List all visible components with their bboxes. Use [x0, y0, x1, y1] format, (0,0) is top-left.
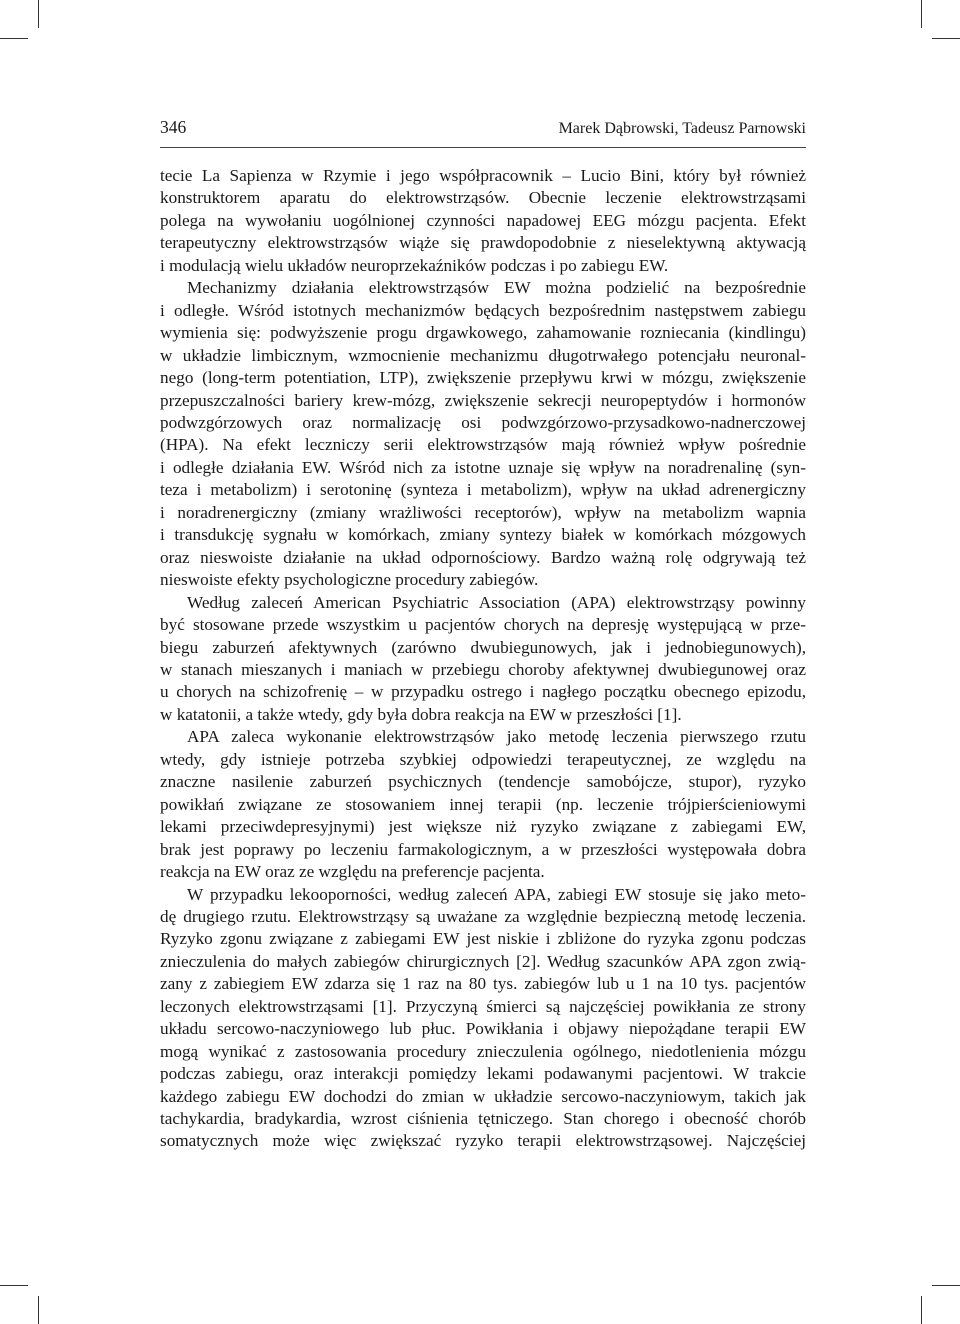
crop-mark-top-left-h: [0, 38, 28, 39]
text-line: konstruktorem aparatu do elektrowstrząsów. Obecnie leczenie elektrowstrząsami: [160, 188, 806, 208]
text-line: i odległe działania EW. Wśród nich za istotne uznaje się wpływ na noradrenalinę (syn-: [160, 457, 806, 477]
crop-mark-bottom-left-v: [38, 1296, 39, 1324]
crop-mark-top-left-v: [38, 0, 39, 28]
text-line: i transdukcję sygnału w komórkach, zmiany syntezy białek w komórkach mózgowych: [160, 525, 806, 545]
text-line: układu sercowo-naczyniowego lub płuc. Powikłania i objawy niepożądane terapii EW: [160, 1019, 806, 1039]
text-line: leczonych elektrowstrząsami [1]. Przyczyną śmierci są najczęściej powikłania ze strony: [160, 996, 806, 1016]
text-line: powikłań związane ze stosowaniem innej terapii (np. leczenie trójpierścieniowymi: [160, 794, 806, 814]
text-line: nieswoiste efekty psychologiczne procedury zabiegów.: [160, 570, 539, 590]
crop-mark-bottom-left-h: [0, 1285, 28, 1286]
text-line: podwzgórzowych oraz normalizację osi podwzgórzowo-przysadkowo-nadnerczowej: [160, 412, 806, 432]
text-line: dę drugiego rzutu. Elektrowstrząsy są uważane za względnie bezpieczną metodę leczenia.: [160, 906, 806, 926]
text-line: reakcja na EW oraz ze względu na preferencje pacjenta.: [160, 862, 545, 882]
text-line: znaczne nasilenie zaburzeń psychicznych (tendencje samobójcze, stupor), ryzyko: [160, 772, 806, 792]
text-line: w układzie limbicznym, wzmocnienie mechanizmu długotrwałego potencjału neuronal-: [160, 345, 806, 365]
running-head: Marek Dąbrowski, Tadeusz Parnowski: [558, 120, 806, 137]
text-line: W przypadku lekooporności, według zaleceń APA, zabiegi EW stosuje się jako meto-: [187, 884, 806, 904]
text-line: Mechanizmy działania elektrowstrząsów EW można podzielić na bezpośrednie: [187, 278, 806, 298]
text-line: w katatonii, a także wtedy, gdy była dobra reakcja na EW w przeszłości [1].: [160, 704, 682, 724]
text-line: terapeutyczny elektrowstrząsów wiąże się prawdopodobnie z nieselektywną aktywacją: [160, 233, 806, 253]
text-line: zany z zabiegiem EW zdarza się 1 raz na 80 tys. zabiegów lub u 1 na 10 tys. pacjentów: [160, 974, 806, 994]
crop-mark-bottom-right-v: [921, 1296, 922, 1324]
text-line: oraz nieswoiste działanie na układ odpornościowy. Bardzo ważną rolę odgrywają też: [160, 547, 806, 567]
text-line: nego (long-term potentiation, LTP), zwiększenie przepływu krwi w mózgu, zwiększenie: [160, 368, 806, 388]
text-line: somatycznych może więc zwiększać ryzyko terapii elektrowstrząsowej. Najczęściej: [160, 1131, 806, 1151]
text-line: (HPA). Na efekt leczniczy serii elektrowstrząsów mają również wpływ pośrednie: [160, 435, 806, 455]
text-line: w stanach mieszanych i maniach w przebiegu choroby afektywnej dwubiegunowej oraz: [160, 659, 806, 679]
text-line: tachykardia, bradykardia, wzrost ciśnienia tętniczego. Stan chorego i obecność chorób: [160, 1109, 806, 1129]
crop-mark-bottom-right-h: [932, 1285, 960, 1286]
text-line: i odległe. Wśród istotnych mechanizmów będących bezpośrednim następstwem zabiegu: [160, 300, 806, 320]
text-line: brak jest poprawy po leczeniu farmakologicznym, a w przeszłości występowała dobra: [160, 839, 806, 859]
text-line: Ryzyko zgonu związane z zabiegami EW jest niskie i zbliżone do ryzyka zgonu podczas: [160, 929, 806, 949]
text-line: u chorych na schizofrenię – w przypadku ostrego i nagłego początku obecnego epizodu,: [160, 682, 806, 702]
page-number: 346: [160, 117, 187, 137]
text-line: być stosowane przede wszystkim u pacjentów chorych na depresję występującą w prze-: [160, 615, 806, 635]
text-line: znieczulenia do małych zabiegów chirurgicznych [2]. Według szacunków APA zgon zwią-: [160, 951, 806, 971]
text-line: teza i metabolizm) i serotoninę (synteza i metabolizm), wpływ na układ adrenergiczny: [160, 480, 806, 500]
text-line: Według zaleceń American Psychiatric Association (APA) elektrowstrząsy powinny: [187, 592, 806, 612]
text-line: przepuszczalności bariery krew-mózg, zwiększenie sekrecji neuropeptydów i hormonów: [160, 390, 806, 410]
text-line: każdego zabiegu EW dochodzi do zmian w układzie sercowo-naczyniowym, takich jak: [160, 1086, 806, 1106]
paragraph: [160, 592, 806, 727]
text-line: mogą wynikać z zastosowania procedury znieczulenia ogólnego, niedotlenienia mózgu: [160, 1041, 806, 1061]
paragraph: [160, 277, 806, 591]
text-line: wymienia się: podwyższenie progu drgawkowego, zahamowanie rozniecania (kindlingu): [160, 323, 806, 343]
text-line: lekami przeciwdepresyjnymi) jest większe niż ryzyko związane z zabiegami EW,: [160, 817, 806, 837]
text-line: i noradrenergiczny (zmiany wrażliwości receptorów), wpływ na metabolizm wapnia: [160, 502, 806, 522]
text-line: i modulacją wielu układów neuroprzekaźników podczas i po zabiegu EW.: [160, 255, 669, 275]
text-line: polega na wywołaniu uogólnionej czynności napadowej EEG mózgu pacjenta. Efekt: [160, 210, 806, 230]
text-line: wtedy, gdy istnieje potrzeba szybkiej odpowiedzi terapeutycznej, ze względu na: [160, 749, 806, 769]
text-line: tecie La Sapienza w Rzymie i jego współpracownik – Lucio Bini, który był również: [160, 166, 806, 185]
header-rule: [160, 147, 806, 148]
paragraph: [160, 726, 806, 883]
text-line: biegu zaburzeń afektywnych (zarówno dwubiegunowych, jak i jednobiegunowych),: [160, 637, 806, 657]
body-text: [160, 165, 806, 1153]
crop-mark-top-right-h: [932, 38, 960, 39]
text-line: podczas zabiegu, oraz interakcji pomiędzy lekami podawanymi pacjentowi. W trakcie: [160, 1064, 806, 1084]
text-line: APA zaleca wykonanie elektrowstrząsów jako metodę leczenia pierwszego rzutu: [187, 727, 806, 747]
crop-mark-top-right-v: [921, 0, 922, 28]
paragraph: [160, 165, 806, 277]
paragraph: [160, 884, 806, 1153]
